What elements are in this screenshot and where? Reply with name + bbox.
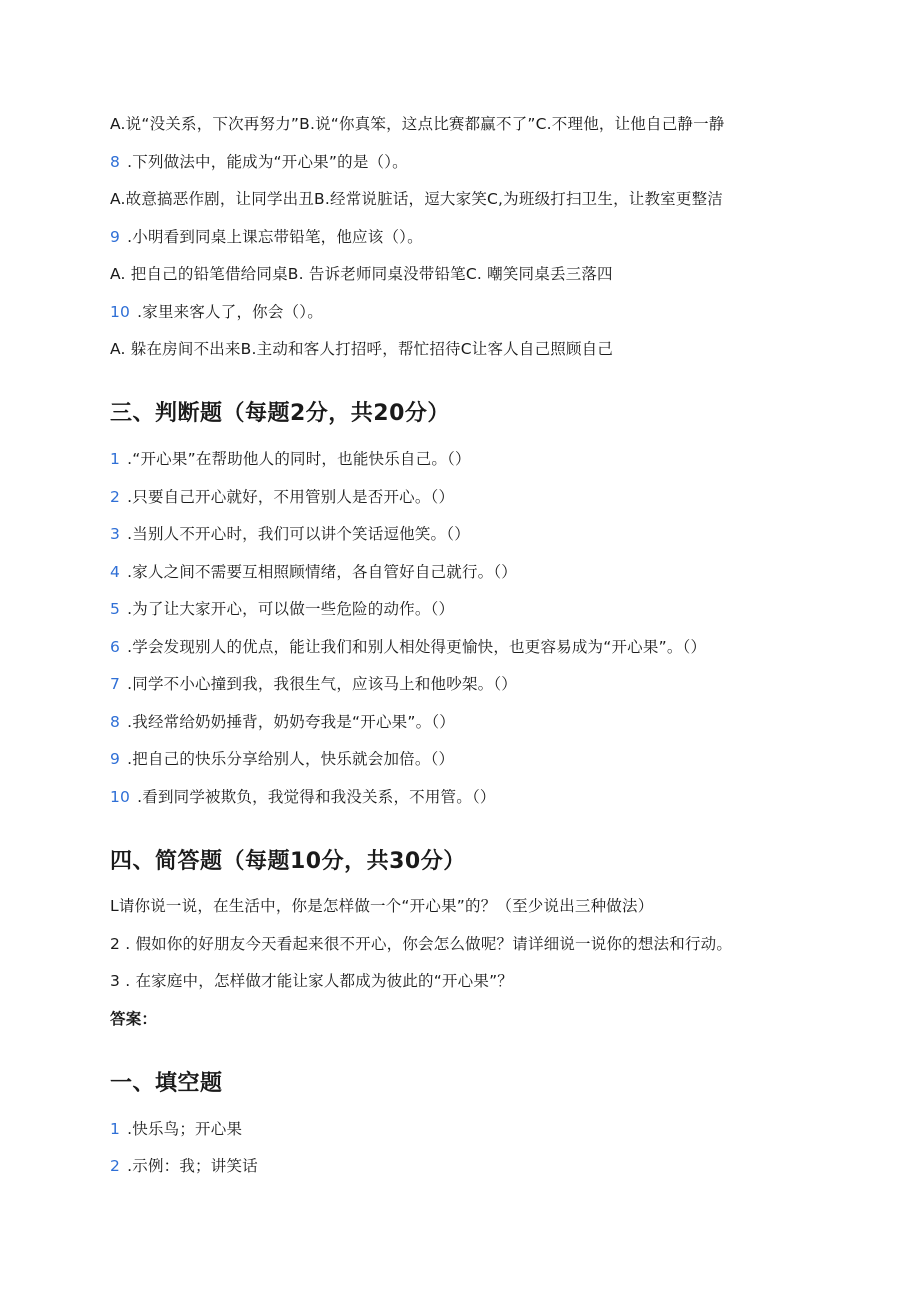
section3-title: 三、判断题（每题2分，共20分） [110,401,450,426]
item-text: .当别人不开心时，我们可以讲个笑话逗他笑。（） [122,525,470,543]
q8-question [110,152,408,172]
answer-item-2 [110,1156,258,1176]
question-text: .小明看到同桌上课忘带铅笔，他应该（）。 [122,228,423,246]
item-number: 1 [110,450,121,468]
q9-options: A. 把自己的铅笔借给同桌B. 告诉老师同桌没带铅笔C. 嘲笑同桌丢三落四 [110,265,613,283]
item-text: .同学不小心撞到我，我很生气，应该马上和他吵架。（） [122,675,518,693]
item-text: .看到同学被欺负，我觉得和我没关系，不用管。（） [132,788,496,806]
item-text: .把自己的快乐分享给别人，快乐就会加倍。（） [122,750,455,768]
answer-item-1 [110,1119,242,1139]
item-number: 5 [110,600,121,618]
q9-question [110,227,423,247]
short-answer-2: 2 . 假如你的好朋友今天看起来很不开心，你会怎么做呢？请详细说一说你的想法和行动。 [110,935,733,953]
item-number: 8 [110,713,121,731]
question-text: .下列做法中，能成为“开心果”的是（）。 [122,153,408,171]
question-number: 10 [110,303,131,321]
q10-options: A. 躲在房间不出来B.主动和客人打招呼，帮忙招待C让客人自己照顾自己 [110,340,614,358]
item-number: 7 [110,675,121,693]
item-number: 4 [110,563,121,581]
question-number: 9 [110,228,121,246]
item-number: 1 [110,1120,121,1138]
q8-options: A.故意搞恶作剧，让同学出丑B.经常说脏话，逗大家笑C,为班级打扫卫生，让教室更整洁 [110,190,723,208]
section4-title: 四、简答题（每题10分，共30分） [110,849,466,874]
item-number: 9 [110,750,121,768]
q10-question [110,302,323,322]
item-text: .“开心果”在帮助他人的同时，也能快乐自己。（） [122,450,471,468]
item-number: 2 [110,488,121,506]
answers-label: 答案： [110,1010,158,1028]
item-text: .家人之间不需要互相照顾情绪，各自管好自己就行。（） [122,563,518,581]
question-text: .家里来客人了，你会（）。 [132,303,323,321]
item-text: .只要自己开心就好，不用管别人是否开心。（） [122,488,455,506]
judge-item-10 [110,787,496,807]
item-text: .学会发现别人的优点，能让我们和别人相处得更愉快，也更容易成为“开心果”。（） [122,638,707,656]
judge-item-2 [110,487,454,507]
judge-item-3 [110,524,470,544]
judge-item-4 [110,562,517,582]
q7-options: A.说“没关系，下次再努力”B.说“你真笨，这点比赛都赢不了”C.不理他，让他自己静一静 [110,115,725,133]
judge-item-9 [110,749,454,769]
judge-item-7 [110,674,517,694]
short-answer-3: 3 . 在家庭中，怎样做才能让家人都成为彼此的“开心果”？ [110,972,514,990]
question-number: 8 [110,153,121,171]
item-number: 3 [110,525,121,543]
item-text: .示例：我；讲笑话 [122,1157,258,1175]
item-text: .快乐鸟；开心果 [122,1120,243,1138]
item-number: 10 [110,788,131,806]
judge-item-6 [110,637,706,657]
item-text: .为了让大家开心，可以做一些危险的动作。（） [122,600,455,618]
judge-item-8 [110,712,455,732]
judge-item-5 [110,599,454,619]
judge-item-1 [110,449,471,469]
short-answer-1: L请你说一说，在生活中，你是怎样做一个“开心果”的？（至少说出三种做法） [110,897,654,915]
item-number: 2 [110,1157,121,1175]
item-text: .我经常给奶奶捶背，奶奶夸我是“开心果”。（） [122,713,455,731]
answers-section1-title: 一、填空题 [110,1071,223,1096]
item-number: 6 [110,638,121,656]
